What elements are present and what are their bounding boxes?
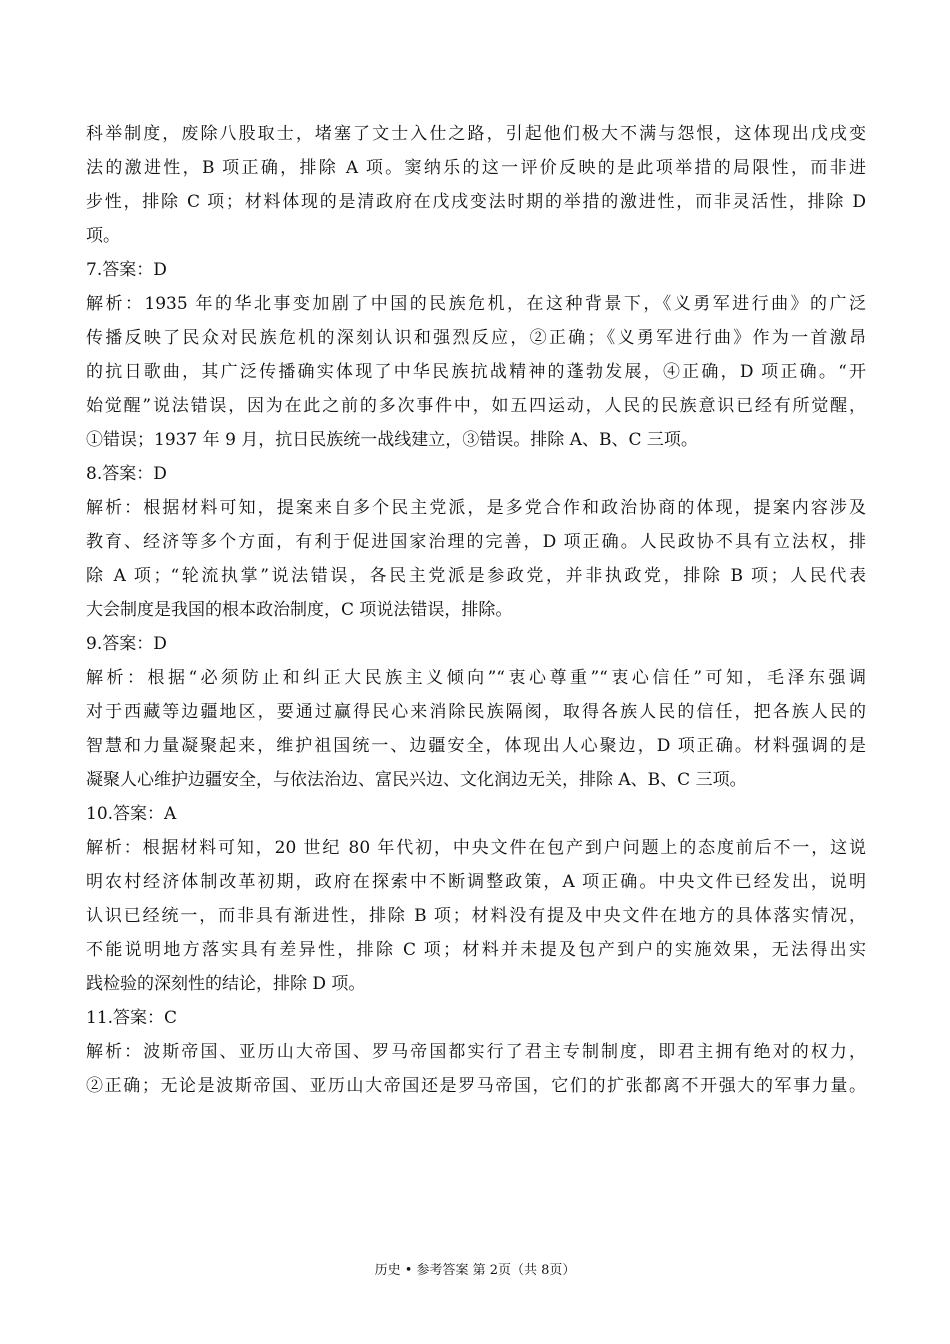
- text-line: 除 A 项；“轮流执掌”说法错误，各民主党派是参政党，并非执政党，排除 B 项；人民代表: [86, 566, 866, 586]
- text-line: 科举制度，废除八股取士，堵塞了文士入仕之路，引起他们极大不满与怨恨，这体现出戊戌变: [86, 124, 866, 144]
- text-line: ①错误；1937 年 9 月，抗日民族统一战线建立，③错误。排除 A、B、C 三项。: [86, 430, 698, 450]
- text-line: 解析：1935 年的华北事变加剧了中国的民族危机，在这种背景下，《义勇军进行曲》的广泛: [86, 294, 866, 314]
- text-line: 践检验的深刻性的结论，排除 D 项。: [86, 974, 366, 994]
- text-line: 的抗日歌曲，其广泛传播确实体现了中华民族抗战精神的蓬勃发展，④正确，D 项正确。“开: [86, 362, 866, 382]
- text-line: 项。: [86, 226, 120, 246]
- text-line: 凝聚人心维护边疆安全，与依法治边、富民兴边、文化润边无关，排除 A、B、C 三项。: [86, 770, 747, 790]
- text-line: 传播反映了民众对民族危机的深刻认识和强烈反应，②正确；《义勇军进行曲》作为一首激昂: [86, 328, 866, 348]
- text-line: 大会制度是我国的根本政治制度，C 项说法错误，排除。: [86, 600, 513, 620]
- page-footer: 历史 • 参考答案 第 2页（共 8页）: [374, 1263, 576, 1278]
- text-line: 解析：根据材料可知，提案来自多个民主党派，是多党合作和政治协商的体现，提案内容涉及: [86, 498, 866, 518]
- text-line: 解析：根据“必须防止和纠正大民族主义倾向”“衷心尊重”“衷心信任”可知，毛泽东强调: [86, 668, 866, 688]
- text-line: 步性，排除 C 项；材料体现的是清政府在戊戌变法时期的举措的激进性，而非灵活性，排除 D: [86, 192, 866, 212]
- text-line: 认识已经统一，而非具有渐进性，排除 B 项；材料没有提及中央文件在地方的具体落实情况，: [86, 906, 866, 926]
- text-line: 9.答案：D: [86, 634, 167, 654]
- text-line: 对于西藏等边疆地区，要通过赢得民心来消除民族隔阂，取得各族人民的信任，把各族人民的: [86, 702, 866, 722]
- text-line: 7.答案：D: [86, 260, 167, 280]
- text-line: 解析：根据材料可知，20 世纪 80 年代初，中央文件在包产到户问题上的态度前后不一，这说: [86, 838, 866, 858]
- text-line: 不能说明地方落实具有差异性，排除 C 项；材料并未提及包产到户的实施效果，无法得出实: [86, 940, 866, 960]
- text-line: ②正确；无论是波斯帝国、亚历山大帝国还是罗马帝国，它们的扩张都离不开强大的军事力量。: [86, 1076, 866, 1096]
- text-line: 解析：波斯帝国、亚历山大帝国、罗马帝国都实行了君主专制制度，即君主拥有绝对的权力，: [86, 1042, 866, 1062]
- text-line: 11.答案：C: [86, 1008, 178, 1028]
- text-line: 教育、经济等多个方面，有利于促进国家治理的完善，D 项正确。人民政协不具有立法权，排: [86, 532, 866, 552]
- text-line: 明农村经济体制改革初期，政府在探索中不断调整政策，A 项正确。中央文件已经发出，说明: [86, 872, 866, 892]
- text-line: 法的激进性，B 项正确，排除 A 项。窦纳乐的这一评价反映的是此项举措的局限性，而非进: [86, 158, 866, 178]
- text-line: 智慧和力量凝聚起来，维护祖国统一、边疆安全，体现出人心聚边，D 项正确。材料强调的是: [86, 736, 866, 756]
- answer-content: [86, 117, 866, 1103]
- text-line: 始觉醒”说法错误，因为在此之前的多次事件中，如五四运动，人民的民族意识已经有所觉醒，: [86, 396, 866, 416]
- text-line: 10.答案：A: [86, 804, 177, 824]
- text-line: 8.答案：D: [86, 464, 167, 484]
